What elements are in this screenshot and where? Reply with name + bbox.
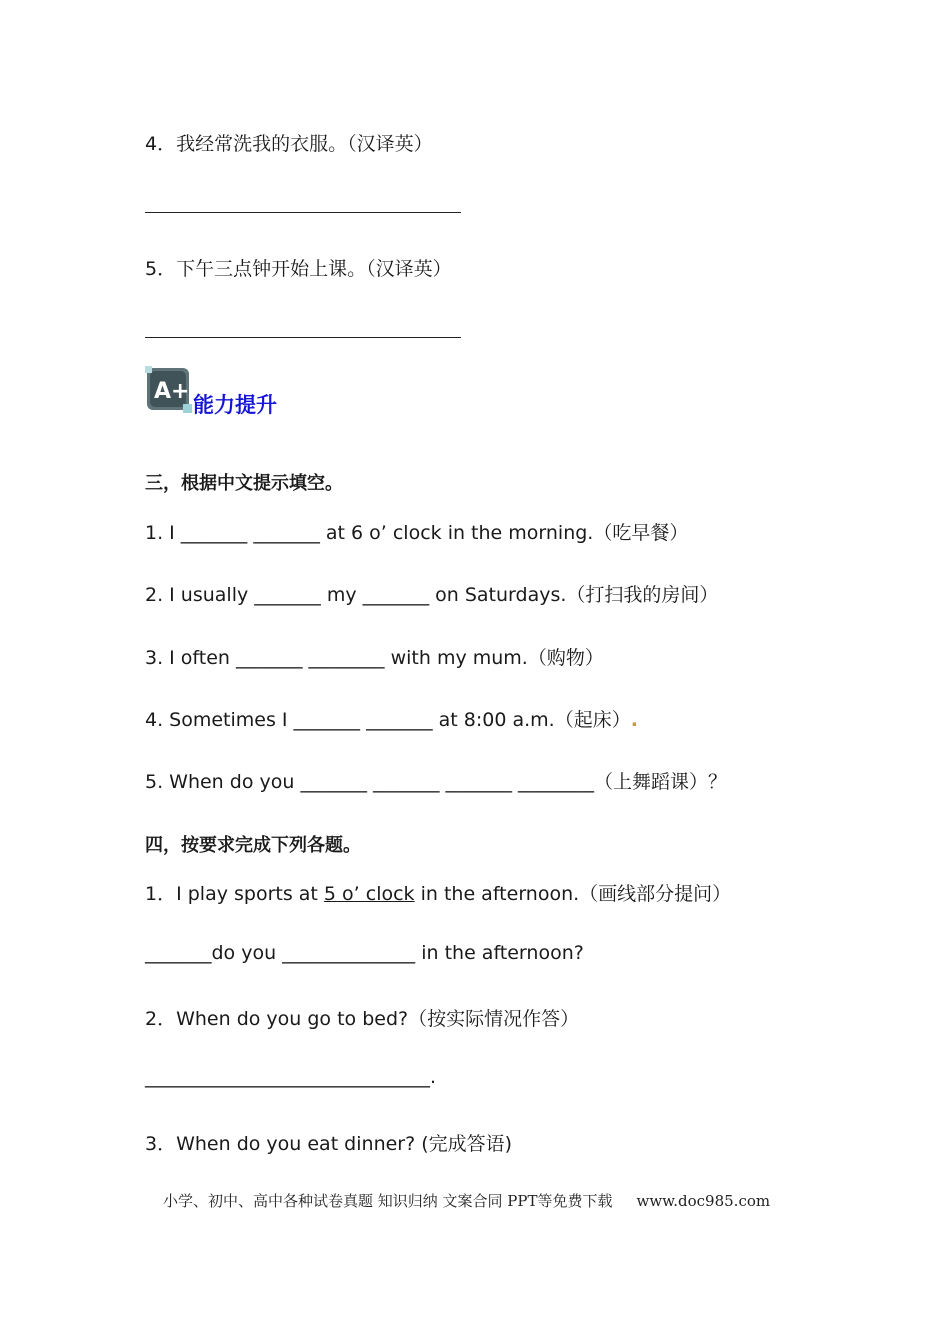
answer-line-5[interactable] bbox=[145, 337, 461, 338]
q1-prefix: 1．I play sports at bbox=[145, 883, 324, 905]
part3-item-4 bbox=[145, 705, 638, 732]
q1-underlined-phrase: 5 o’ clock bbox=[323, 883, 415, 905]
part3-item-4-text: 4. Sometimes I _______ _______ at 8:00 a.m.（起床） bbox=[145, 709, 631, 731]
logo-text: A+ bbox=[154, 379, 190, 404]
answer-line-4[interactable] bbox=[145, 212, 461, 213]
footer bbox=[163, 1190, 770, 1211]
part3-item-3: 3. I often _______ ________ with my mum.（购物） bbox=[145, 647, 604, 669]
part4-question-1 bbox=[145, 879, 731, 906]
decorative-dot: . bbox=[630, 709, 638, 731]
part4-heading: 四，按要求完成下列各题。 bbox=[145, 835, 361, 856]
section-title: 能力提升 bbox=[193, 393, 277, 417]
part3-heading: 三，根据中文提示填空。 bbox=[145, 473, 343, 494]
part4-question-3: 3．When do you eat dinner? (完成答语) bbox=[145, 1133, 513, 1155]
q1-suffix: in the afternoon.（画线部分提问） bbox=[414, 883, 732, 905]
part3-item-5: 5. When do you _______ _______ _______ ________（上舞蹈课）？ bbox=[145, 771, 728, 793]
a-plus-logo-icon bbox=[145, 366, 193, 414]
part3-item-2: 2. I usually _______ my _______ on Saturdays.（打扫我的房间） bbox=[145, 584, 719, 606]
footer-text: 小学、初中、高中各种试卷真题 知识归纳 文案合同 PPT等免费下载 bbox=[163, 1192, 613, 1210]
part4-question-2: 2．When do you go to bed?（按实际情况作答） bbox=[145, 1008, 580, 1030]
part4-answer-2[interactable]: ______________________________. bbox=[145, 1066, 437, 1088]
question-4-translate: 4．我经常洗我的衣服。（汉译英） bbox=[145, 133, 433, 155]
footer-url[interactable]: www.doc985.com bbox=[636, 1192, 771, 1210]
part4-answer-1[interactable]: _______do you ______________ in the afternoon? bbox=[145, 942, 584, 964]
question-5-translate: 5．下午三点钟开始上课。（汉译英） bbox=[145, 258, 452, 280]
part3-item-1: 1. I _______ _______ at 6 o’ clock in the morning.（吃早餐） bbox=[145, 522, 689, 544]
